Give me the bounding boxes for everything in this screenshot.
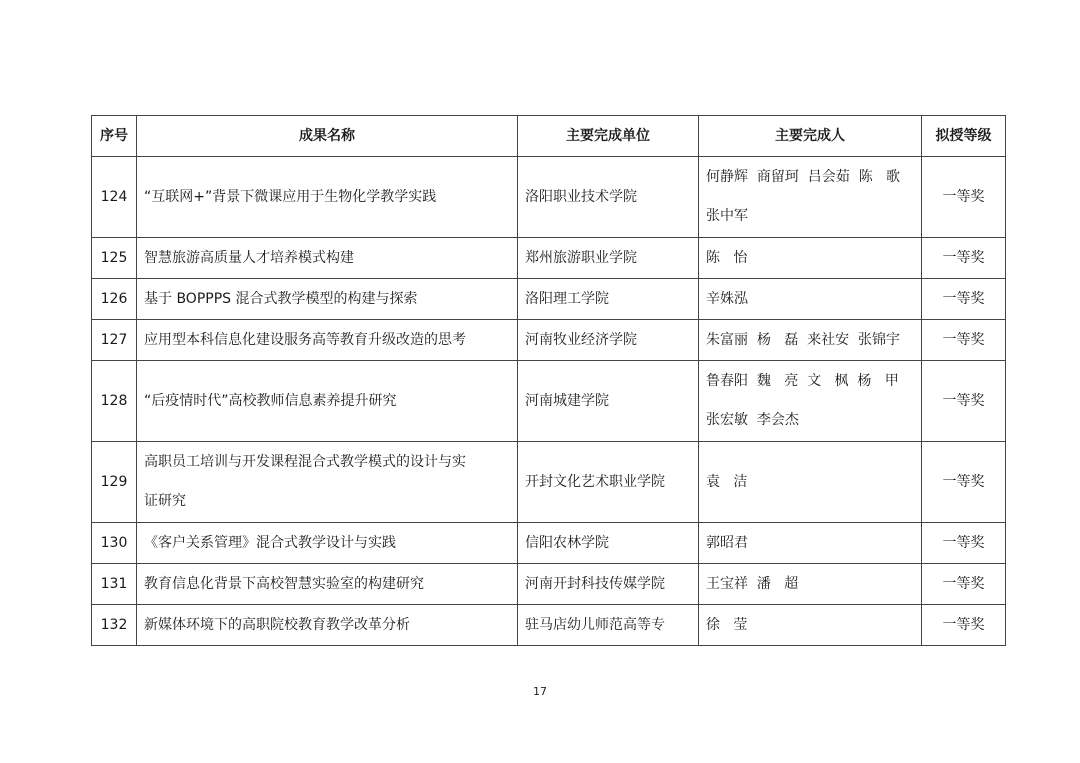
row-grade: 一等奖 bbox=[922, 279, 1006, 320]
row-people bbox=[699, 523, 922, 564]
table-row bbox=[92, 442, 1006, 523]
row-people bbox=[699, 238, 922, 279]
row-title: 教育信息化背景下高校智慧实验室的构建研究 bbox=[137, 564, 518, 605]
row-index: 131 bbox=[92, 564, 137, 605]
row-index: 127 bbox=[92, 320, 137, 361]
row-unit: 开封文化艺术职业学院 bbox=[518, 442, 699, 523]
people-line: 陈 怡 bbox=[706, 250, 748, 266]
people-line: 王宝祥 潘 超 bbox=[706, 576, 799, 592]
row-unit: 信阳农林学院 bbox=[518, 523, 699, 564]
row-unit: 驻马店幼儿师范高等专 bbox=[518, 605, 699, 646]
header-people: 主要完成人 bbox=[699, 116, 922, 157]
table-row bbox=[92, 157, 1006, 238]
row-people bbox=[699, 564, 922, 605]
row-grade: 一等奖 bbox=[922, 320, 1006, 361]
row-index: 129 bbox=[92, 442, 137, 523]
row-grade: 一等奖 bbox=[922, 361, 1006, 442]
row-title: 智慧旅游高质量人才培养模式构建 bbox=[137, 238, 518, 279]
row-grade: 一等奖 bbox=[922, 523, 1006, 564]
table-row bbox=[92, 361, 1006, 442]
row-people bbox=[699, 320, 922, 361]
people-line: 郭昭君 bbox=[706, 535, 748, 551]
header-unit: 主要完成单位 bbox=[518, 116, 699, 157]
row-grade: 一等奖 bbox=[922, 238, 1006, 279]
header-grade: 拟授等级 bbox=[922, 116, 1006, 157]
row-people bbox=[699, 279, 922, 320]
row-people bbox=[699, 605, 922, 646]
row-title bbox=[137, 442, 518, 523]
row-title: 《客户关系管理》混合式教学设计与实践 bbox=[137, 523, 518, 564]
row-people bbox=[699, 442, 922, 523]
row-index: 125 bbox=[92, 238, 137, 279]
people-line: 徐 莹 bbox=[706, 617, 748, 633]
row-unit: 河南牧业经济学院 bbox=[518, 320, 699, 361]
awards-table bbox=[91, 115, 1006, 646]
people-line: 袁 洁 bbox=[706, 473, 748, 490]
table-row bbox=[92, 564, 1006, 605]
header-title: 成果名称 bbox=[137, 116, 518, 157]
row-title: 新媒体环境下的高职院校教育教学改革分析 bbox=[137, 605, 518, 646]
row-unit: 河南开封科技传媒学院 bbox=[518, 564, 699, 605]
row-grade: 一等奖 bbox=[922, 442, 1006, 523]
people-line: 辛姝泓 bbox=[706, 291, 748, 307]
row-people bbox=[699, 157, 922, 238]
row-unit: 洛阳职业技术学院 bbox=[518, 157, 699, 238]
people-line: 朱富丽 杨 磊 来社安 张锦宇 bbox=[706, 332, 901, 348]
row-index: 126 bbox=[92, 279, 137, 320]
row-index: 130 bbox=[92, 523, 137, 564]
row-unit: 洛阳理工学院 bbox=[518, 279, 699, 320]
title-line: 证研究 bbox=[144, 493, 186, 509]
page-number: 17 bbox=[533, 685, 547, 698]
people-line: 何静辉 商留珂 吕会茹 陈 歌 bbox=[706, 169, 901, 185]
row-grade: 一等奖 bbox=[922, 605, 1006, 646]
table-row bbox=[92, 238, 1006, 279]
table-row bbox=[92, 523, 1006, 564]
people-line: 张中军 bbox=[706, 208, 748, 224]
row-title: 基于 BOPPPS 混合式教学模型的构建与探索 bbox=[137, 279, 518, 320]
row-title: “互联网+”背景下微课应用于生物化学教学实践 bbox=[137, 157, 518, 238]
row-index: 132 bbox=[92, 605, 137, 646]
title-line: 高职员工培训与开发课程混合式教学模式的设计与实 bbox=[144, 454, 466, 470]
row-unit: 郑州旅游职业学院 bbox=[518, 238, 699, 279]
table-row bbox=[92, 279, 1006, 320]
row-title: 应用型本科信息化建设服务高等教育升级改造的思考 bbox=[137, 320, 518, 361]
table-row bbox=[92, 605, 1006, 646]
row-unit: 河南城建学院 bbox=[518, 361, 699, 442]
people-line: 张宏敏 李会杰 bbox=[706, 412, 799, 428]
table-header-row bbox=[92, 116, 1006, 157]
row-title: “后疫情时代”高校教师信息素养提升研究 bbox=[137, 361, 518, 442]
row-people bbox=[699, 361, 922, 442]
row-index: 128 bbox=[92, 361, 137, 442]
table-row bbox=[92, 320, 1006, 361]
people-line: 鲁春阳 魏 亮 文 枫 杨 甲 bbox=[706, 373, 899, 389]
header-index: 序号 bbox=[92, 116, 137, 157]
row-index: 124 bbox=[92, 157, 137, 238]
row-grade: 一等奖 bbox=[922, 157, 1006, 238]
row-grade: 一等奖 bbox=[922, 564, 1006, 605]
